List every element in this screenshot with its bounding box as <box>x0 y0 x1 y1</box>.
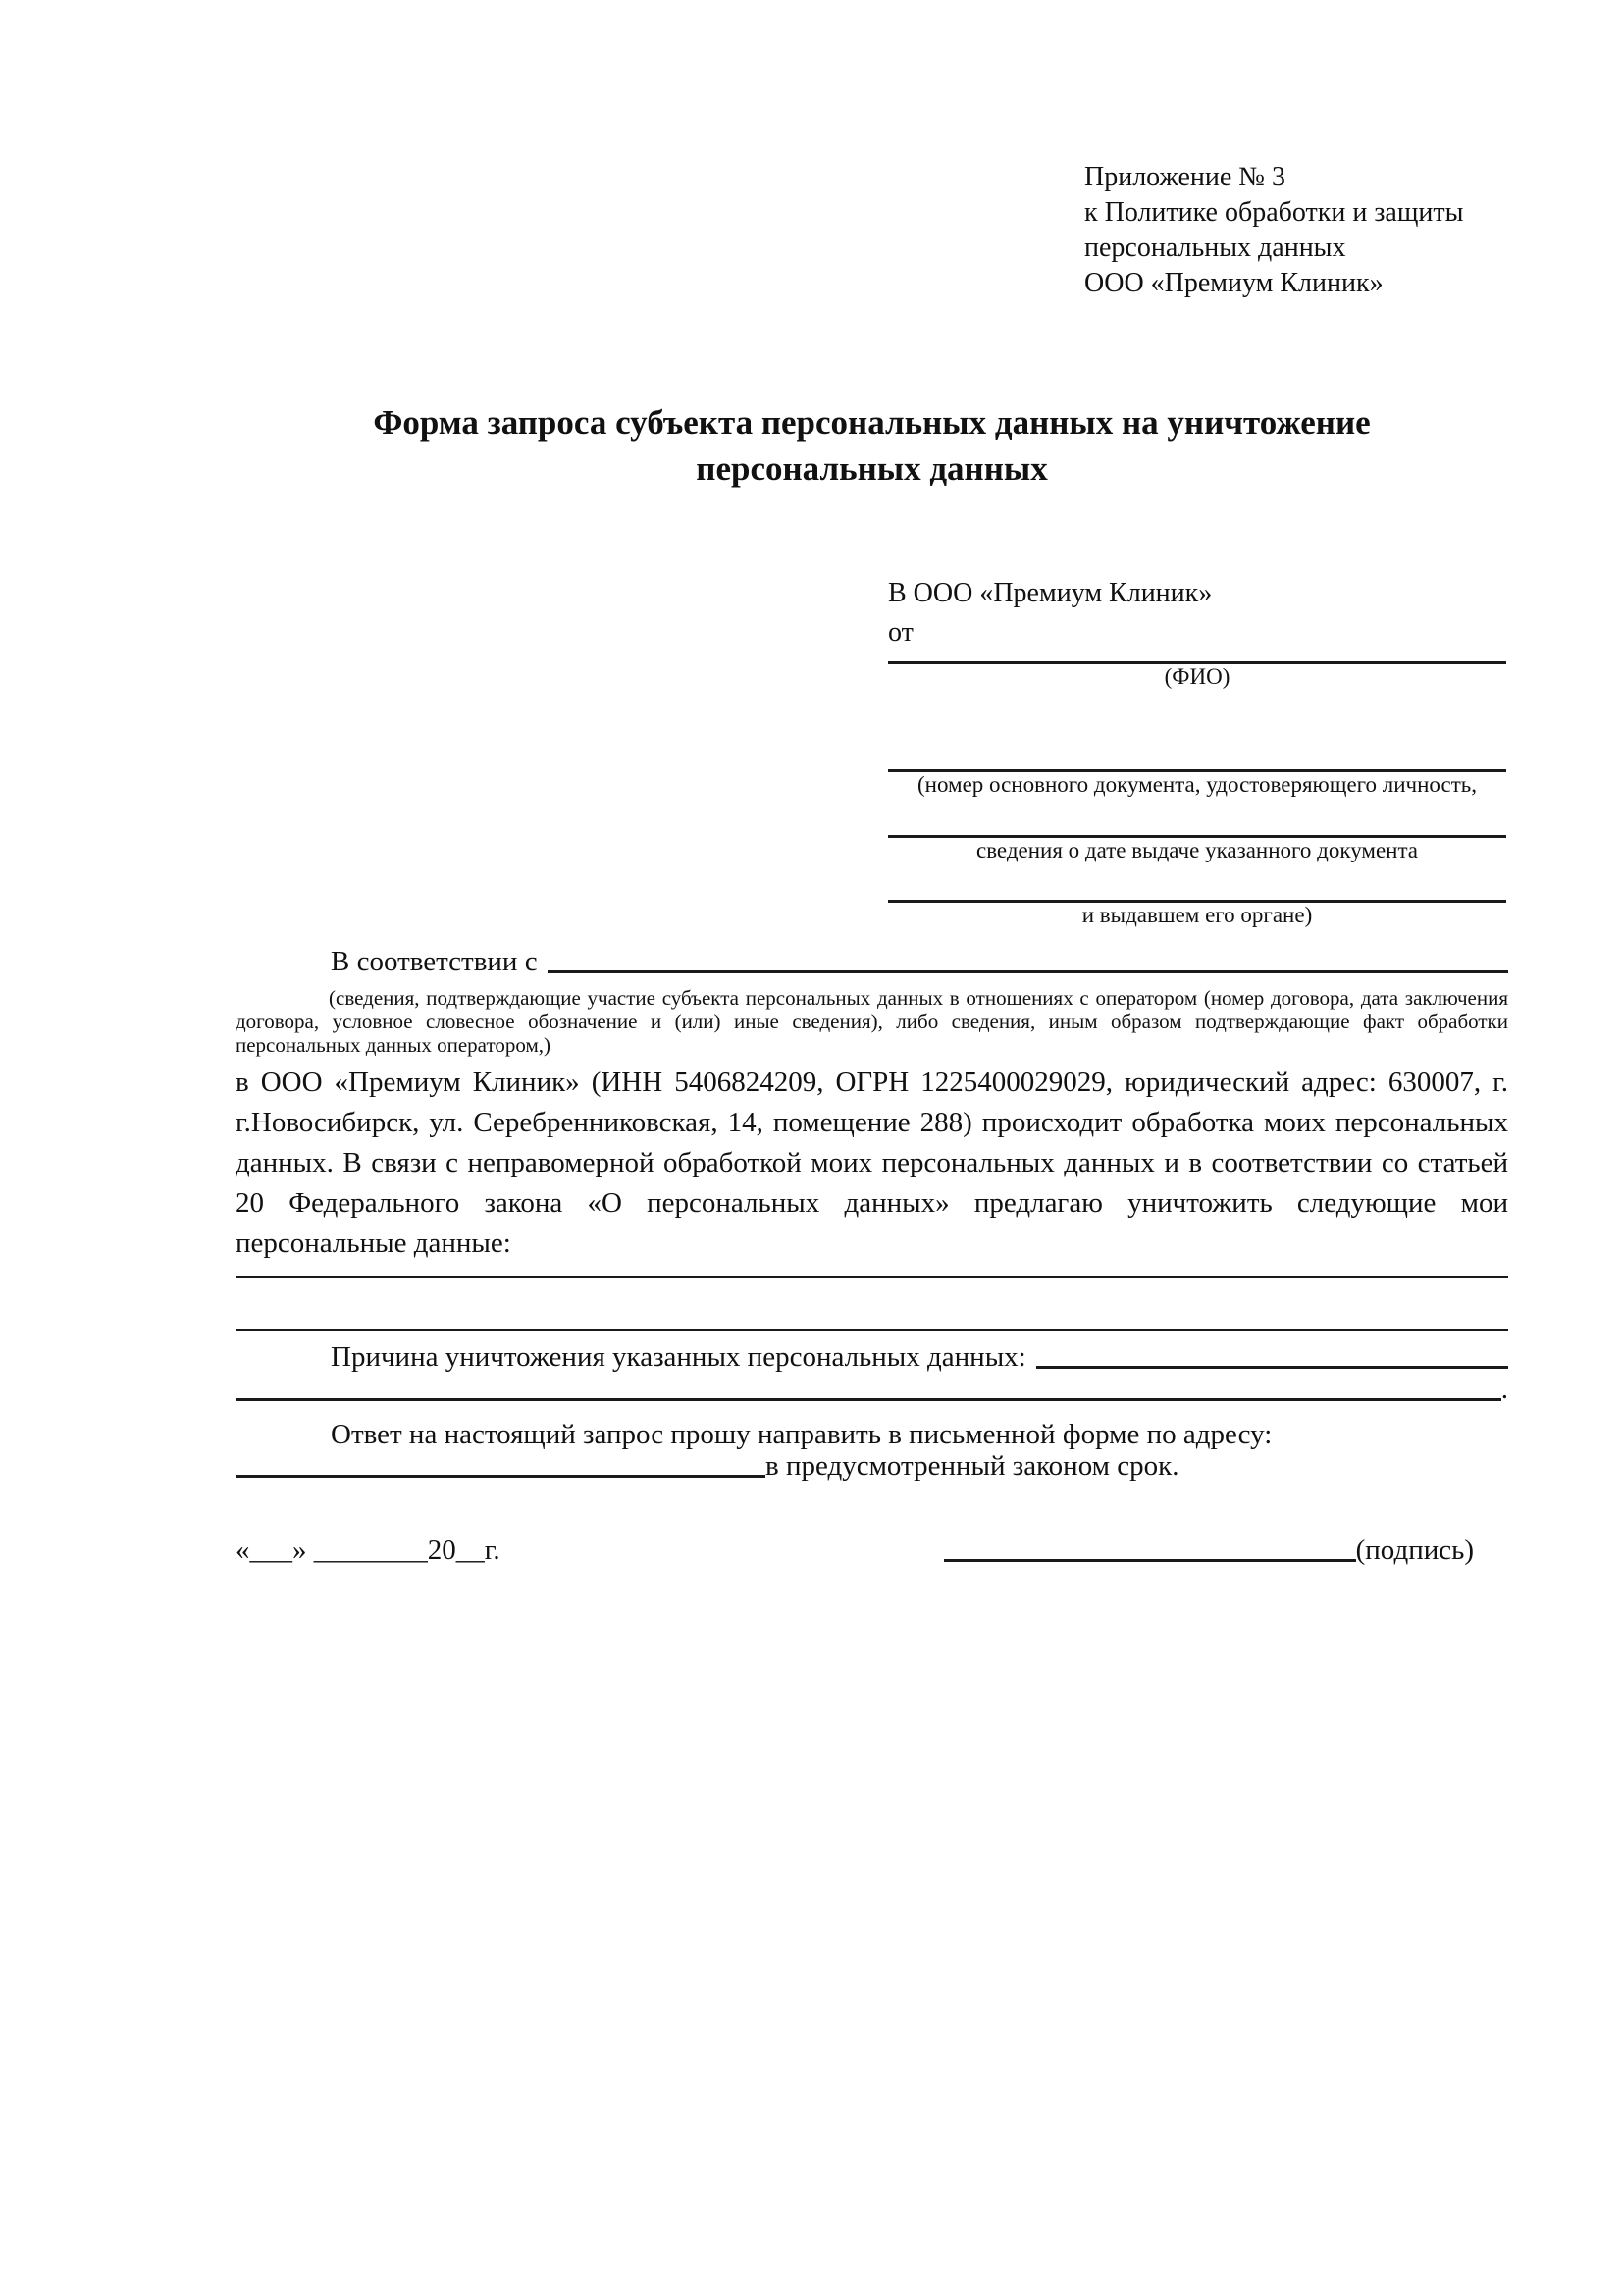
recipient-from-label: от <box>888 617 914 648</box>
reason-field-line-2 <box>236 1373 1501 1401</box>
reason-field-line <box>1036 1340 1508 1369</box>
issuing-authority-field-line <box>888 863 1506 903</box>
accordance-prefix: В соответствии с <box>331 946 538 977</box>
accordance-note: (сведения, подтверждающие участие субъекта персональных данных в отношениях с оператором (номер договора, дата заключения договора, условное словесное обозначение и (или) иные сведения), либо сведения, иным образом подтверждающие факт обработки персональных данных оператором,) <box>236 986 1508 1057</box>
reason-line <box>236 1340 1508 1374</box>
signature-field-line <box>944 1534 1356 1562</box>
appendix-line-3: персональных данных <box>1084 233 1346 263</box>
appendix-line-1: Приложение № 3 <box>1084 162 1285 192</box>
appendix-line-4: ООО «Премиум Клиник» <box>1084 268 1384 298</box>
accordance-field-line <box>548 945 1508 973</box>
deadline-suffix: в предусмотренный законом срок. <box>765 1450 1179 1482</box>
issue-date-caption: сведения о дате выдаче указанного документа <box>975 838 1419 862</box>
line-terminator: . <box>1500 1374 1508 1405</box>
deadline-line <box>236 1449 1508 1483</box>
address-field-line <box>236 1449 765 1478</box>
personal-data-field-line-2 <box>236 1329 1508 1331</box>
response-request-line: Ответ на настоящий запрос прошу направить в письменной форме по адресу: <box>331 1419 1273 1450</box>
reason-continuation-line <box>236 1373 1508 1406</box>
appendix-header <box>1084 160 1463 301</box>
accordance-line <box>236 945 1508 978</box>
fio-field-line <box>888 652 1506 664</box>
main-paragraph: в ООО «Премиум Клиник» (ИНН 5406824209, ОГРН 1225400029029, юридический адрес: 630007, г. г.Новосибирск, ул. Серебренниковская, 14, помещение 288) происходит обработка моих персональных данных. В связи с неправомерной обработкой моих персональных данных и в соответствии со статьей 20 Федерального закона «О персональных данных» предлагаю уничтожить следующие мои персональные данные: <box>236 1067 1508 1259</box>
signature-caption: (подпись) <box>1355 1535 1474 1566</box>
document-title-line-2: персональных данных <box>696 449 1048 488</box>
signature-group <box>944 1534 1474 1567</box>
issue-date-field-line <box>888 798 1506 838</box>
reason-label: Причина уничтожения указанных персональных данных: <box>331 1341 1026 1373</box>
document-number-caption: (номер основного документа, удостоверяющего личность, <box>916 772 1477 797</box>
date-template: «___» ________20__г. <box>236 1535 500 1566</box>
date-signature-row <box>236 1534 1508 1567</box>
fio-caption: (ФИО) <box>1164 664 1230 689</box>
personal-data-field-line-1 <box>236 1276 1508 1278</box>
recipient-to: В ООО «Премиум Клиник» <box>888 578 1213 608</box>
document-title-line-1: Форма запроса субъекта персональных данных на уничтожение <box>373 403 1371 442</box>
document-number-field-line <box>888 690 1506 772</box>
document-title <box>236 399 1508 492</box>
recipient-block <box>888 574 1506 928</box>
appendix-line-2: к Политике обработки и защиты <box>1084 197 1464 228</box>
issuing-authority-caption: и выдавшем его органе) <box>1081 903 1313 927</box>
